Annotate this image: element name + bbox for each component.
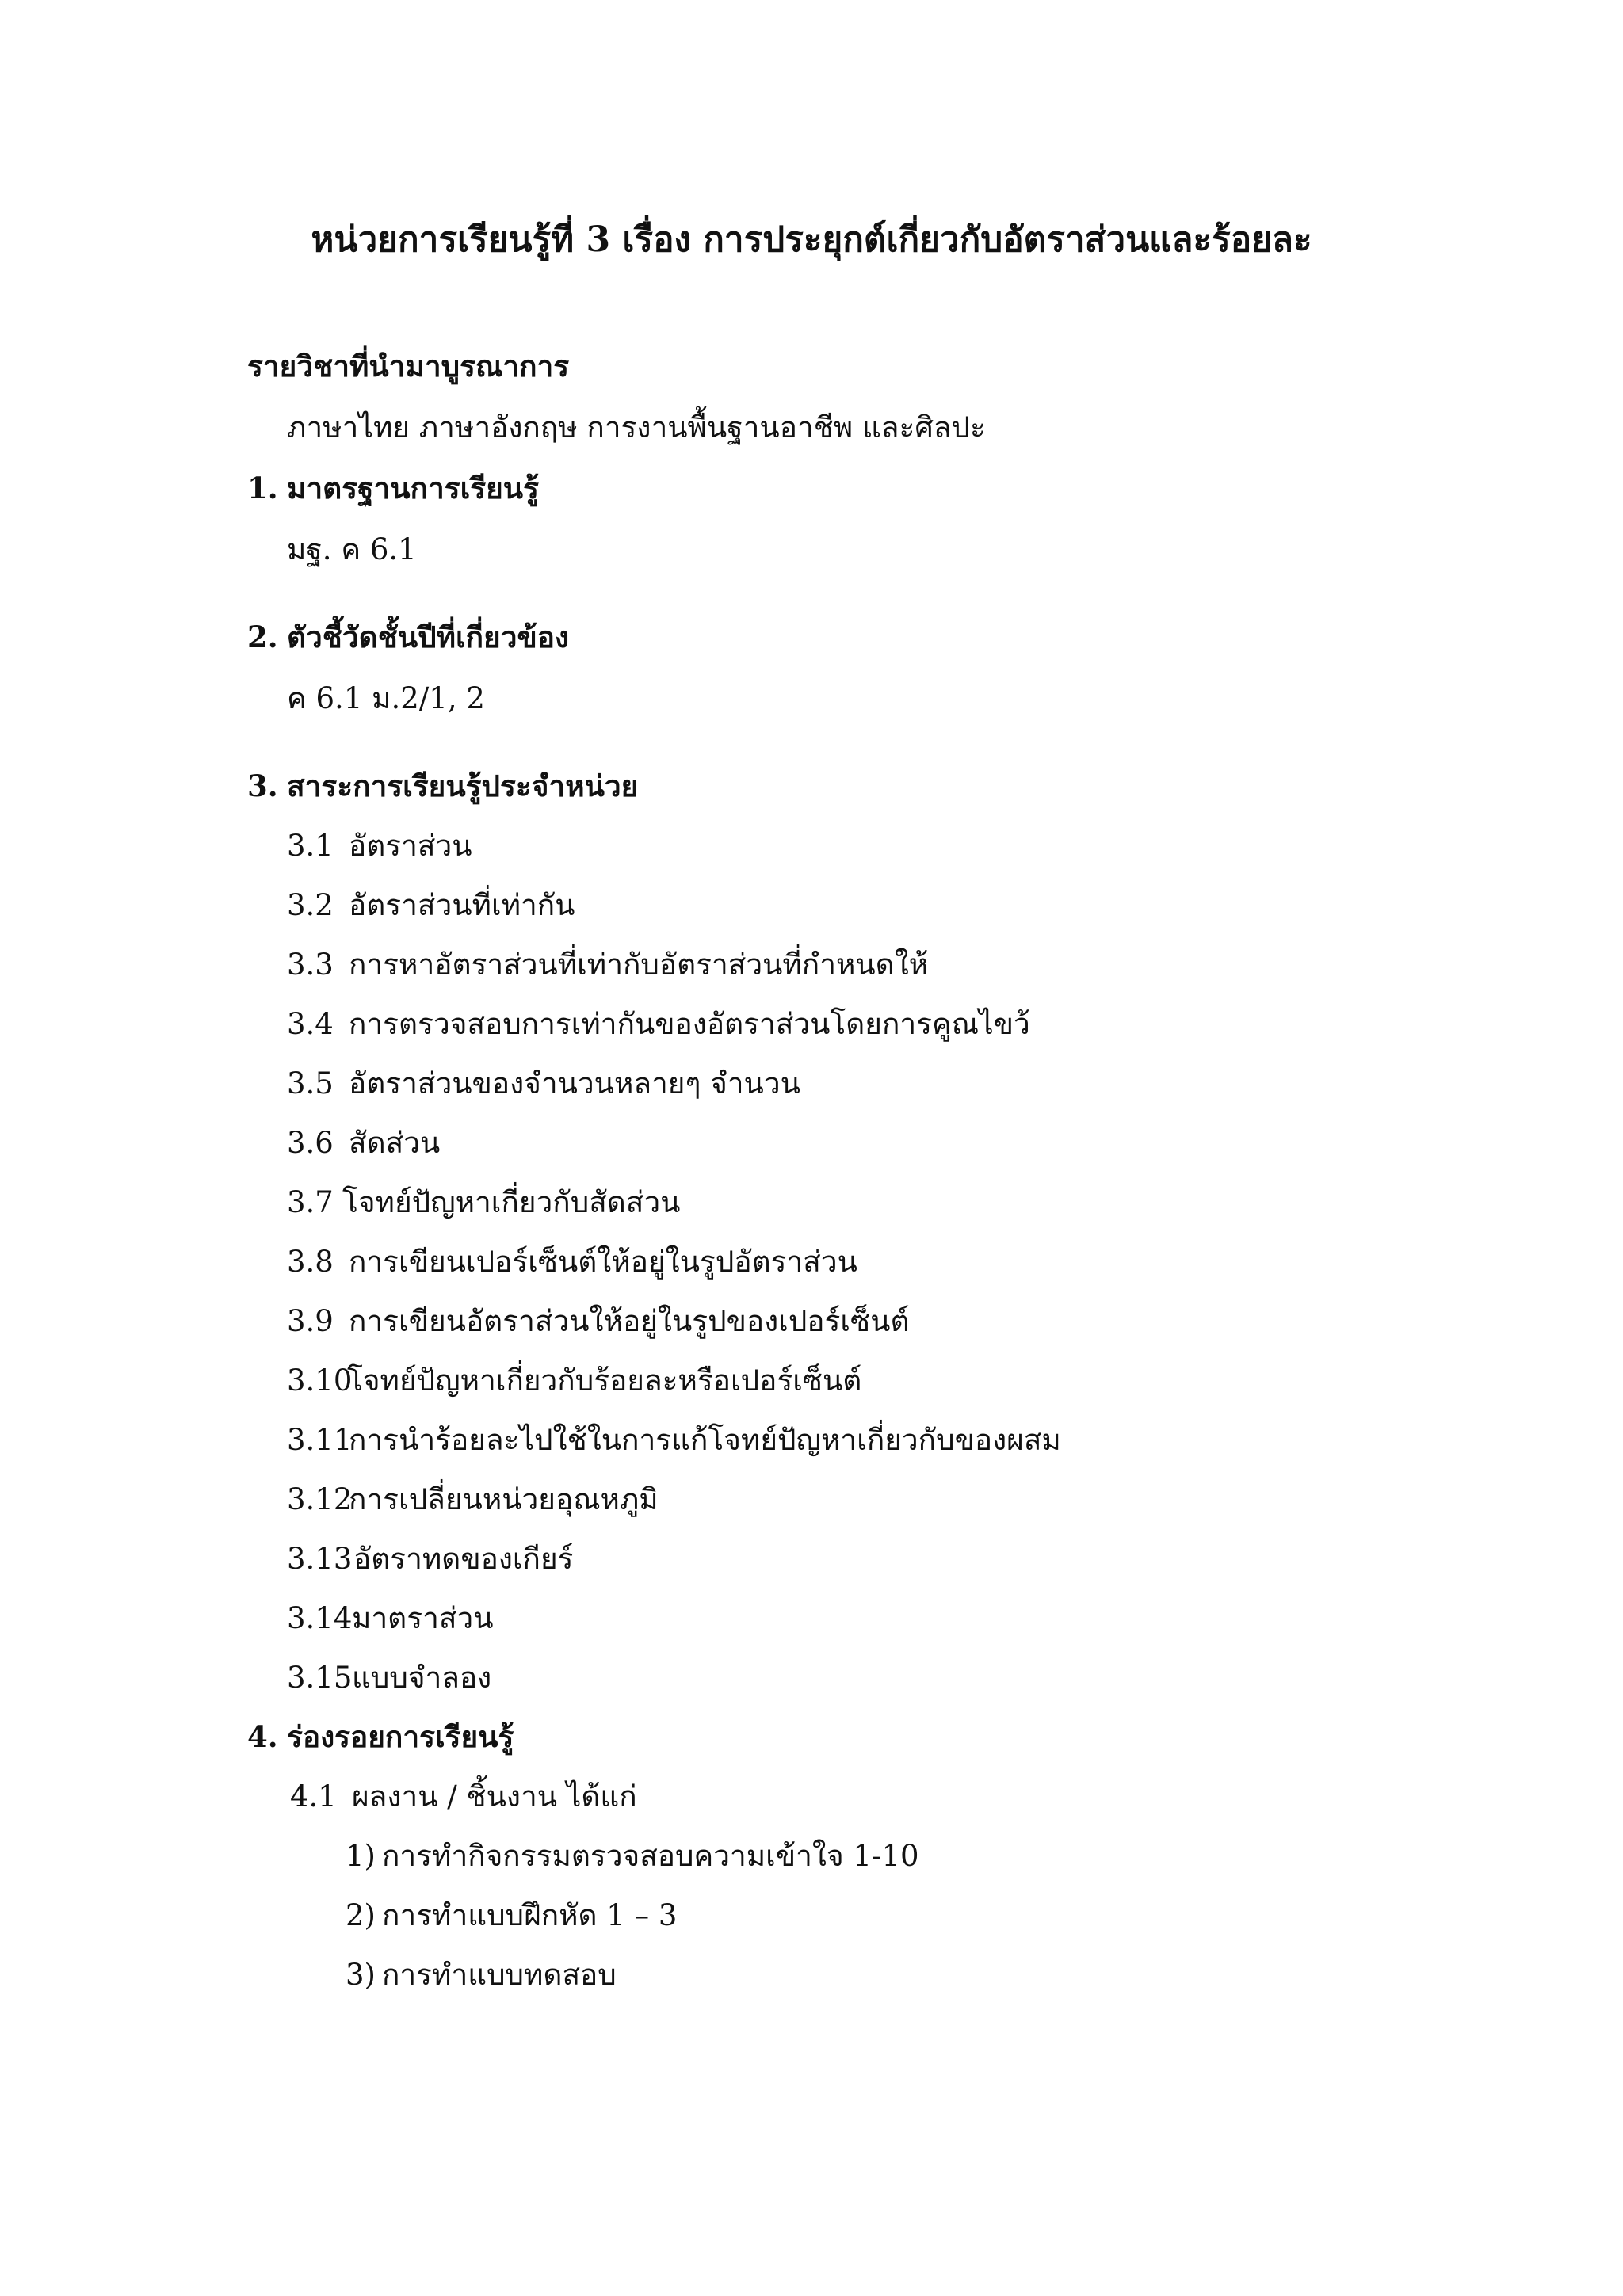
list-item: [287, 1060, 800, 1108]
sub-list-number: 1): [346, 1839, 376, 1873]
standard-text: มฐ. ค 6.1: [287, 532, 417, 566]
section-heading: [247, 762, 638, 810]
list-item: [287, 1298, 909, 1345]
list-item-number: 3.8: [287, 1245, 334, 1279]
list-item-text: อัตราส่วนของจำนวนหลายๆ จำนวน: [349, 1066, 800, 1100]
list-item-text: อัตราส่วนที่เท่ากัน: [349, 888, 575, 922]
list-item: [287, 941, 928, 989]
list-item-number: 3.15: [287, 1661, 353, 1695]
sub-list-item: [346, 1833, 919, 1880]
sub-list-text: การทำแบบฝึกหัด 1 – 3: [382, 1898, 678, 1932]
list-item-number: 3.4: [287, 1007, 334, 1041]
list-item: [287, 1476, 659, 1524]
list-item-text: โจทย์ปัญหาเกี่ยวกับร้อยละหรือเปอร์เซ็นต์: [347, 1363, 862, 1398]
list-item-text: การหาอัตราส่วนที่เท่ากับอัตราส่วนที่กำหนดให้: [349, 948, 929, 982]
sub-list-number: 3): [346, 1958, 376, 1992]
list-item-number: 3.2: [287, 888, 334, 922]
list-item-text: การเขียนเปอร์เซ็นต์ให้อยู่ในรูปอัตราส่วน: [349, 1245, 857, 1279]
list-item-number: 3.9: [287, 1304, 334, 1338]
list-item-text: การนำร้อยละไปใช้ในการแก้โจทย์ปัญหาเกี่ยวกับของผสม: [349, 1423, 1061, 1457]
list-item-number: 3.14: [287, 1601, 353, 1635]
list-item: [287, 882, 575, 929]
list-item: [287, 1119, 440, 1167]
list-item: [287, 1654, 491, 1702]
evidence-number: 4.1: [290, 1779, 337, 1814]
evidence-item: [290, 1773, 637, 1821]
list-item: [287, 1179, 680, 1226]
list-item-text: แบบจำลอง: [352, 1661, 492, 1695]
list-item-text: มาตราส่วน: [352, 1601, 494, 1635]
list-item-text: สัดส่วน: [349, 1126, 441, 1160]
list-item: [287, 1238, 857, 1286]
section-number: 3.: [247, 769, 278, 803]
list-item-number: 3.12: [287, 1482, 353, 1516]
list-item: [287, 822, 472, 870]
section-heading: [247, 1713, 514, 1760]
section-heading: [247, 464, 539, 512]
page-title: หน่วยการเรียนรู้ที่ 3 เรื่อง การประยุกต์เกี่ยวกับอัตราส่วนและร้อยละ: [311, 219, 1312, 260]
section-title: สาระการเรียนรู้ประจำหน่วย: [287, 769, 639, 803]
sub-list-text: การทำกิจกรรมตรวจสอบความเข้าใจ 1-10: [382, 1839, 919, 1873]
list-item-number: 3.10: [287, 1363, 353, 1398]
section-title: ร่องรอยการเรียนรู้: [287, 1719, 514, 1754]
section-heading: [247, 613, 569, 661]
list-item: [287, 1417, 1061, 1464]
integrated-subjects-heading: รายวิชาที่นำมาบูรณาการ: [247, 349, 570, 383]
list-item: [287, 1001, 1030, 1048]
section-title: มาตรฐานการเรียนรู้: [287, 471, 539, 505]
list-item-number: 3.13: [287, 1542, 353, 1576]
evidence-text: ผลงาน / ชิ้นงาน ได้แก่: [352, 1779, 637, 1814]
section-number: 2.: [247, 620, 278, 654]
integrated-subjects-text: ภาษาไทย ภาษาอังกฤษ การงานพื้นฐานอาชีพ และศิลปะ: [287, 410, 986, 444]
list-item-text: การตรวจสอบการเท่ากันของอัตราส่วนโดยการคูณไขว้: [349, 1007, 1030, 1041]
list-item-text: โจทย์ปัญหาเกี่ยวกับสัดส่วน: [342, 1185, 681, 1219]
list-item: [287, 1357, 861, 1405]
list-item: [287, 1535, 574, 1583]
sub-list-number: 2): [346, 1898, 376, 1932]
sub-list-item: [346, 1951, 617, 1999]
sub-list-text: การทำแบบทดสอบ: [382, 1958, 617, 1992]
list-item: [287, 1595, 494, 1642]
list-item-text: การเขียนอัตราส่วนให้อยู่ในรูปของเปอร์เซ็นต์: [349, 1304, 910, 1338]
section-number: 1.: [247, 471, 278, 505]
list-item-number: 3.3: [287, 948, 334, 982]
list-item-number: 3.11: [287, 1423, 353, 1457]
list-item-text: อัตราทดของเกียร์: [353, 1542, 574, 1576]
section-number: 4.: [247, 1719, 278, 1754]
list-item-number: 3.6: [287, 1126, 334, 1160]
sub-list-item: [346, 1892, 677, 1939]
list-item-number: 3.5: [287, 1066, 334, 1100]
indicator-text: ค 6.1 ม.2/1, 2: [287, 681, 485, 715]
list-item-text: อัตราส่วน: [349, 829, 472, 863]
list-item-number: 3.7: [287, 1185, 334, 1219]
list-item-number: 3.1: [287, 829, 334, 863]
section-title: ตัวชี้วัดชั้นปีที่เกี่ยวข้อง: [287, 620, 570, 654]
list-item-text: การเปลี่ยนหน่วยอุณหภูมิ: [349, 1482, 659, 1516]
